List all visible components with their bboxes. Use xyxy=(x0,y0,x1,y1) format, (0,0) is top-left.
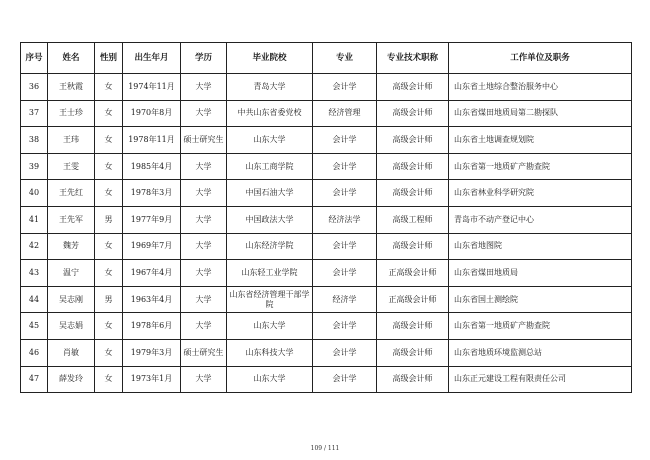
cell-unit: 山东省煤田地质局第二勘探队 xyxy=(449,100,632,127)
cell-gender: 女 xyxy=(95,366,123,393)
cell-no: 46 xyxy=(21,339,48,366)
cell-gender: 女 xyxy=(95,260,123,287)
cell-school: 山东大学 xyxy=(227,366,313,393)
header-education: 学历 xyxy=(181,43,227,74)
header-school: 毕业院校 xyxy=(227,43,313,74)
cell-birth: 1977年9月 xyxy=(123,206,181,233)
cell-title: 高级会计师 xyxy=(377,127,449,154)
cell-education: 大学 xyxy=(181,260,227,287)
table-row xyxy=(21,100,632,127)
cell-gender: 女 xyxy=(95,313,123,340)
cell-no: 41 xyxy=(21,206,48,233)
header-birth: 出生年月 xyxy=(123,43,181,74)
cell-school: 中共山东省委党校 xyxy=(227,100,313,127)
cell-major: 会计学 xyxy=(313,260,377,287)
cell-major: 会计学 xyxy=(313,366,377,393)
cell-gender: 女 xyxy=(95,127,123,154)
cell-title: 高级会计师 xyxy=(377,233,449,260)
cell-school: 青岛大学 xyxy=(227,74,313,101)
header-unit: 工作单位及职务 xyxy=(449,43,632,74)
table-row xyxy=(21,339,632,366)
cell-no: 44 xyxy=(21,286,48,313)
cell-major: 会计学 xyxy=(313,313,377,340)
cell-name: 肖敏 xyxy=(48,339,95,366)
cell-title: 正高级会计师 xyxy=(377,286,449,313)
cell-gender: 男 xyxy=(95,206,123,233)
cell-education: 大学 xyxy=(181,313,227,340)
header-gender: 性别 xyxy=(95,43,123,74)
cell-education: 大学 xyxy=(181,180,227,207)
cell-major: 会计学 xyxy=(313,339,377,366)
cell-title: 正高级会计师 xyxy=(377,260,449,287)
cell-education: 硕士研究生 xyxy=(181,339,227,366)
table-row xyxy=(21,206,632,233)
cell-unit: 青岛市不动产登记中心 xyxy=(449,206,632,233)
cell-name: 王雯 xyxy=(48,153,95,180)
cell-major: 经济管理 xyxy=(313,100,377,127)
cell-birth: 1969年7月 xyxy=(123,233,181,260)
cell-gender: 女 xyxy=(95,74,123,101)
table-row xyxy=(21,74,632,101)
cell-title: 高级会计师 xyxy=(377,74,449,101)
cell-title: 高级会计师 xyxy=(377,366,449,393)
cell-gender: 女 xyxy=(95,100,123,127)
table-body xyxy=(21,74,632,393)
table-header-row xyxy=(21,43,632,74)
cell-name: 王士珍 xyxy=(48,100,95,127)
table-row xyxy=(21,313,632,340)
cell-name: 薛发玲 xyxy=(48,366,95,393)
personnel-table xyxy=(20,42,632,393)
cell-name: 王先军 xyxy=(48,206,95,233)
cell-no: 36 xyxy=(21,74,48,101)
cell-gender: 男 xyxy=(95,286,123,313)
cell-major: 会计学 xyxy=(313,180,377,207)
cell-no: 39 xyxy=(21,153,48,180)
cell-name: 吴志刚 xyxy=(48,286,95,313)
cell-education: 大学 xyxy=(181,206,227,233)
table-row xyxy=(21,180,632,207)
cell-school: 山东科技大学 xyxy=(227,339,313,366)
cell-education: 大学 xyxy=(181,100,227,127)
cell-title: 高级会计师 xyxy=(377,313,449,340)
cell-name: 吴志娟 xyxy=(48,313,95,340)
cell-school: 山东省经济管理干部学院 xyxy=(227,286,313,313)
cell-school: 中国政法大学 xyxy=(227,206,313,233)
table-row xyxy=(21,233,632,260)
cell-birth: 1979年3月 xyxy=(123,339,181,366)
cell-school: 中国石油大学 xyxy=(227,180,313,207)
cell-birth: 1967年4月 xyxy=(123,260,181,287)
cell-birth: 1963年4月 xyxy=(123,286,181,313)
cell-major: 会计学 xyxy=(313,74,377,101)
cell-education: 大学 xyxy=(181,74,227,101)
cell-education: 大学 xyxy=(181,233,227,260)
cell-major: 会计学 xyxy=(313,233,377,260)
cell-birth: 1985年4月 xyxy=(123,153,181,180)
cell-major: 经济法学 xyxy=(313,206,377,233)
cell-school: 山东大学 xyxy=(227,127,313,154)
cell-name: 王秋霞 xyxy=(48,74,95,101)
table-row xyxy=(21,127,632,154)
table-row xyxy=(21,153,632,180)
cell-gender: 女 xyxy=(95,180,123,207)
cell-unit: 山东省煤田地质局 xyxy=(449,260,632,287)
cell-gender: 女 xyxy=(95,233,123,260)
cell-major: 会计学 xyxy=(313,153,377,180)
cell-unit: 山东正元建设工程有限责任公司 xyxy=(449,366,632,393)
cell-school: 山东轻工业学院 xyxy=(227,260,313,287)
cell-unit: 山东省地质环境监测总站 xyxy=(449,339,632,366)
cell-birth: 1974年11月 xyxy=(123,74,181,101)
table-row xyxy=(21,286,632,313)
cell-unit: 山东省土地调查规划院 xyxy=(449,127,632,154)
cell-gender: 女 xyxy=(95,153,123,180)
header-name: 姓名 xyxy=(48,43,95,74)
cell-no: 43 xyxy=(21,260,48,287)
cell-unit: 山东省土地综合整治服务中心 xyxy=(449,74,632,101)
table-row xyxy=(21,260,632,287)
cell-unit: 山东省第一地质矿产勘查院 xyxy=(449,153,632,180)
cell-title: 高级工程师 xyxy=(377,206,449,233)
cell-education: 大学 xyxy=(181,366,227,393)
cell-school: 山东经济学院 xyxy=(227,233,313,260)
cell-gender: 女 xyxy=(95,339,123,366)
cell-birth: 1970年8月 xyxy=(123,100,181,127)
header-title: 专业技术职称 xyxy=(377,43,449,74)
cell-birth: 1978年6月 xyxy=(123,313,181,340)
table-row xyxy=(21,366,632,393)
cell-name: 温宁 xyxy=(48,260,95,287)
cell-birth: 1978年11月 xyxy=(123,127,181,154)
cell-title: 高级会计师 xyxy=(377,153,449,180)
cell-name: 王玮 xyxy=(48,127,95,154)
cell-birth: 1973年1月 xyxy=(123,366,181,393)
cell-no: 47 xyxy=(21,366,48,393)
cell-birth: 1978年3月 xyxy=(123,180,181,207)
cell-no: 45 xyxy=(21,313,48,340)
cell-title: 高级会计师 xyxy=(377,339,449,366)
cell-education: 大学 xyxy=(181,286,227,313)
cell-unit: 山东省林业科学研究院 xyxy=(449,180,632,207)
cell-no: 40 xyxy=(21,180,48,207)
header-no: 序号 xyxy=(21,43,48,74)
cell-unit: 山东省地图院 xyxy=(449,233,632,260)
cell-no: 38 xyxy=(21,127,48,154)
cell-name: 王先红 xyxy=(48,180,95,207)
cell-major: 会计学 xyxy=(313,127,377,154)
cell-no: 42 xyxy=(21,233,48,260)
cell-education: 大学 xyxy=(181,153,227,180)
cell-school: 山东工商学院 xyxy=(227,153,313,180)
cell-education: 硕士研究生 xyxy=(181,127,227,154)
header-major: 专业 xyxy=(313,43,377,74)
cell-unit: 山东省第一地质矿产勘查院 xyxy=(449,313,632,340)
cell-title: 高级会计师 xyxy=(377,100,449,127)
cell-unit: 山东省国土测绘院 xyxy=(449,286,632,313)
page-number: 109 / 111 xyxy=(310,445,340,452)
cell-name: 魏芳 xyxy=(48,233,95,260)
cell-major: 经济学 xyxy=(313,286,377,313)
cell-title: 高级会计师 xyxy=(377,180,449,207)
cell-no: 37 xyxy=(21,100,48,127)
cell-school: 山东大学 xyxy=(227,313,313,340)
